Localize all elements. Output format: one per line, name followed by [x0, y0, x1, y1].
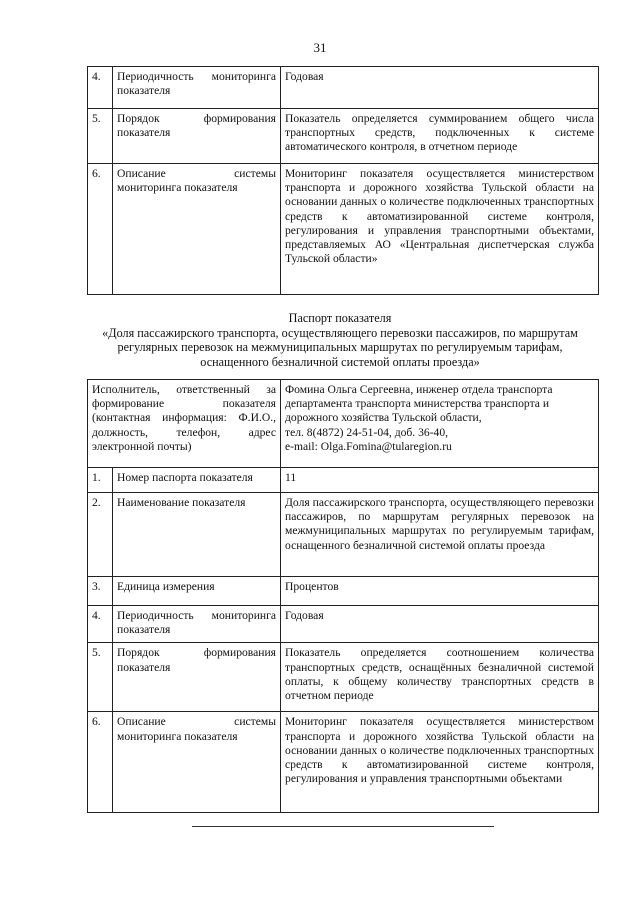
row-value: Мониторинг показателя осуществляется министерством транспорта и дорожного хозяйства Тульской области на основании данных о количестве подключенных транспортных средств к автоматизированной системе контроля, регулирования и управления транспортными объектами [281, 712, 599, 813]
table-row [88, 712, 599, 813]
row-number: 4. [88, 606, 113, 643]
table-row [88, 67, 599, 109]
end-divider [192, 826, 494, 827]
row-value: Годовая [281, 67, 599, 109]
row-value: Показатель определяется суммированием общего числа транспортных средств, подключенных к системе автоматического контроля, в отчетном периоде [281, 109, 599, 164]
row-value: Доля пассажирского транспорта, осуществляющего перевозки пассажиров, по маршрутам регулярных перевозок на межмуниципальных маршрутах по регулируемым тарифам, оснащенного безналичной системой оплаты проезда [281, 493, 599, 577]
row-label: Порядок формирования показателя [113, 643, 281, 712]
row-value: 11 [281, 468, 599, 493]
row-label: Порядок формирования показателя [113, 109, 281, 164]
responsible-label: Исполнитель, ответственный за формирование показателя (контактная информация: Ф.И.О., должность, телефон, адрес электронной почты) [88, 380, 281, 468]
row-value: Показатель определяется соотношением количества транспортных средств, оснащённых безналичной системой оплаты, к общему количеству транспортных средств в отчетном периоде [281, 643, 599, 712]
row-label: Периодичность мониторинга показателя [113, 67, 281, 109]
responsible-email: e-mail: Olga.Fomina@tularegion.ru [285, 439, 452, 453]
table-row [88, 643, 599, 712]
row-number: 2. [88, 493, 113, 577]
row-number: 6. [88, 712, 113, 813]
row-number: 1. [88, 468, 113, 493]
responsible-phone: тел. 8(4872) 24-51-04, доб. 36-40, [285, 425, 449, 439]
row-number: 4. [88, 67, 113, 109]
table-row [88, 468, 599, 493]
row-label: Описание системы мониторинга показателя [113, 164, 281, 295]
row-value: Процентов [281, 577, 599, 606]
row-value: Мониторинг показателя осуществляется министерством транспорта и дорожного хозяйства Тульской области на основании данных о количестве подключенных транспортных средств к автоматизированной системе контроля, регулирования и управления транспортными объектами, представляемых АО «Центральная диспетчерская служба Тульской области» [281, 164, 599, 295]
passport-table [87, 379, 599, 813]
row-label: Единица измерения [113, 577, 281, 606]
row-label: Описание системы мониторинга показателя [113, 712, 281, 813]
page-number: 31 [313, 40, 327, 55]
passport-subtitle: «Доля пассажирского транспорта, осуществляющего перевозки пассажиров, по маршрутам регулярных перевозок на межмуниципальных маршрутах по регулируемым тарифам, оснащенного безналичной системой оплаты проезда» [102, 325, 578, 369]
responsible-value [281, 380, 599, 468]
row-label: Номер паспорта показателя [113, 468, 281, 493]
top-table [87, 66, 599, 295]
row-label: Наименование показателя [113, 493, 281, 577]
table-row [88, 577, 599, 606]
table-row [88, 493, 599, 577]
table-row [88, 606, 599, 643]
row-value: Годовая [281, 606, 599, 643]
table-row [88, 109, 599, 164]
responsible-row [88, 380, 599, 468]
passport-heading [90, 311, 590, 369]
row-number: 5. [88, 109, 113, 164]
row-label: Периодичность мониторинга показателя [113, 606, 281, 643]
responsible-name-position: Фомина Ольга Сергеевна, инженер отдела транспорта департамента транспорта министерства транспорта и дорожного хозяйства Тульской области, [285, 383, 553, 425]
passport-title: Паспорт показателя [288, 311, 392, 325]
table-row [88, 164, 599, 295]
row-number: 5. [88, 643, 113, 712]
row-number: 6. [88, 164, 113, 295]
row-number: 3. [88, 577, 113, 606]
